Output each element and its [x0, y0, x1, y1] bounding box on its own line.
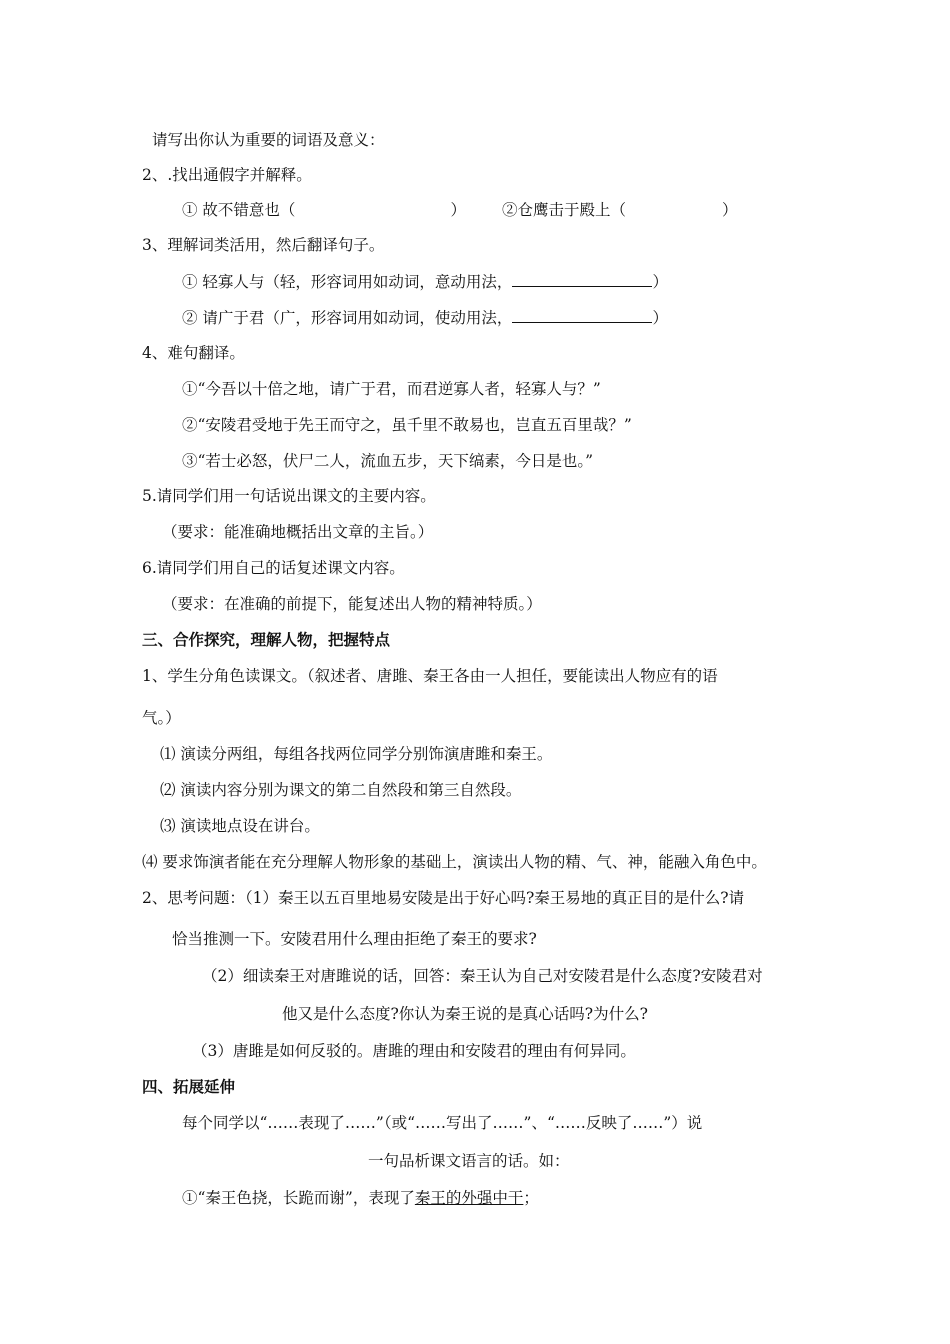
item-text: ① 轻寡人与（轻，形容词用如动词，意动用法，: [182, 273, 513, 291]
activity-2-continued: 恰当推测一下。安陵君用什么理由拒绝了秦王的要求?: [172, 930, 537, 948]
example-text: ①“秦王色挠，长跪而谢”，表现了: [182, 1189, 415, 1207]
extension-example-1: [182, 1188, 539, 1208]
example-end: ；: [523, 1189, 539, 1207]
activity-1-step-2: ⑵ 演读内容分别为课文的第二自然段和第三自然段。: [160, 781, 522, 799]
translation-sentence-2: ②“安陵君受地于先王而守之，虽千里不敢易也，岂直五百里哉？”: [182, 416, 632, 434]
question-6-requirement: （要求：在准确的前提下，能复述出人物的精神特质。）: [162, 595, 542, 613]
extension-instruction-continued: 一句品析课文语言的话。如：: [368, 1152, 570, 1170]
line-important-words: 请写出你认为重要的词语及意义：: [152, 131, 385, 149]
question-2-item-1: [182, 200, 737, 220]
item-close: ）: [652, 273, 668, 291]
question-6: 6.请同学们用自己的话复述课文内容。: [142, 559, 405, 577]
activity-1-step-4: ⑷ 要求饰演者能在充分理解人物形象的基础上，演读出人物的精、气、神，能融入角色中。: [142, 853, 767, 871]
item-2-text: ②仓鹰击于殿上（: [501, 201, 626, 219]
question-5-requirement: （要求：能准确地概括出文章的主旨。）: [162, 523, 434, 541]
activity-2-question-2: （2）细读秦王对唐雎说的话，回答：秦王认为自己对安陵君是什么态度?安陵君对: [202, 967, 763, 985]
item-1-close: ）: [450, 201, 466, 219]
section-4-heading: 四、拓展延伸: [142, 1078, 236, 1096]
translation-sentence-1: ①“今吾以十倍之地，请广于君，而君逆寡人者，轻寡人与？”: [182, 380, 601, 398]
section-3-heading: 三、合作探究，理解人物，把握特点: [142, 631, 391, 649]
question-3-item-1: [182, 271, 668, 292]
activity-2-question-2-continued: 他又是什么态度?你认为秦王说的是真心话吗?为什么?: [282, 1005, 648, 1023]
extension-instruction: 每个同学以“……表现了……”（或“……写出了……”、“……反映了……”）说: [182, 1114, 703, 1132]
question-3-item-2: [182, 307, 668, 328]
item-1-text: ① 故不错意也（: [182, 201, 296, 219]
activity-2-question-3: （3）唐雎是如何反驳的。唐雎的理由和安陵君的理由有何异同。: [192, 1042, 636, 1060]
activity-1-step-3: ⑶ 演读地点设在讲台。: [160, 817, 320, 835]
example-underlined-answer: 秦王的外强中干: [414, 1189, 524, 1207]
item-close: ）: [652, 309, 668, 327]
question-3-heading: 3、理解词类活用，然后翻译句子。: [142, 236, 385, 254]
item-2-close: ）: [721, 201, 738, 219]
activity-1: 1、学生分角色读课文。（叙述者、唐雎、秦王各由一人担任，要能读出人物应有的语: [142, 667, 718, 685]
answer-blank: [512, 307, 652, 323]
activity-1-step-1: ⑴ 演读分两组，每组各找两位同学分别饰演唐雎和秦王。: [160, 745, 553, 763]
question-5: 5.请同学们用一句话说出课文的主要内容。: [142, 487, 436, 505]
activity-1-continued: 气。）: [142, 709, 181, 727]
item-text: ② 请广于君（广，形容词用如动词，使动用法，: [182, 309, 513, 327]
question-2-heading: 2、.找出通假字并解释。: [142, 166, 312, 184]
question-4-heading: 4、难句翻译。: [142, 344, 245, 362]
activity-2: 2、思考问题：（1）秦王以五百里地易安陵是出于好心吗?秦王易地的真正目的是什么?请: [142, 889, 745, 907]
answer-blank: [512, 271, 652, 287]
translation-sentence-3: ③“若士必怒，伏尸二人，流血五步，天下缟素，今日是也。”: [182, 452, 594, 470]
